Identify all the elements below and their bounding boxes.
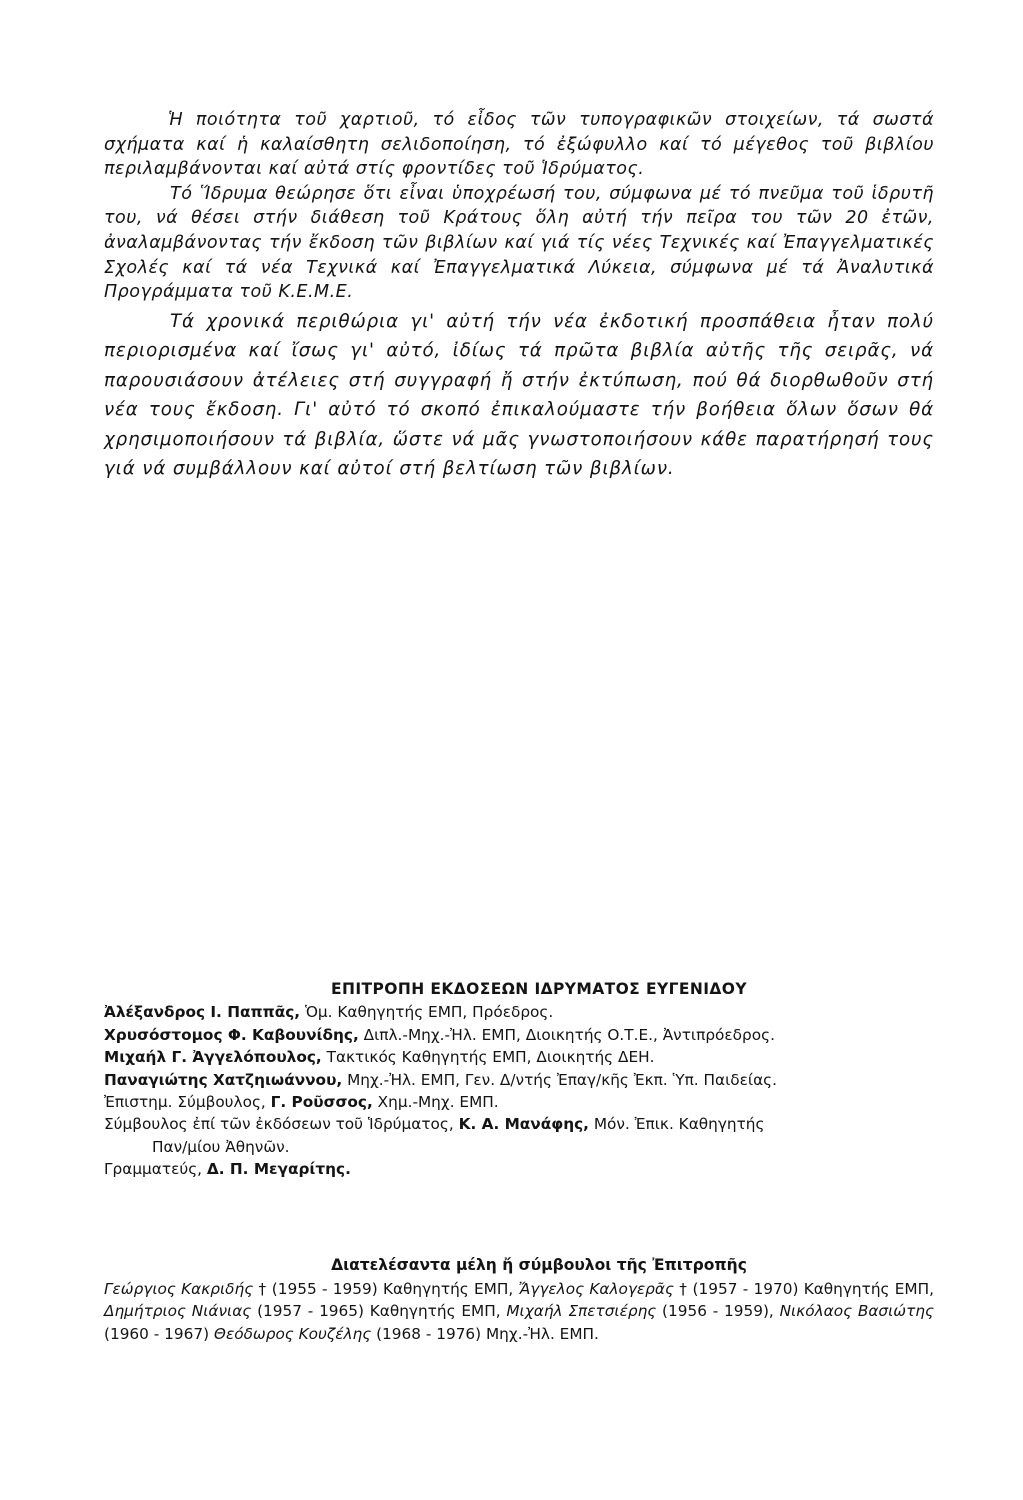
foreword-text <box>104 108 934 484</box>
committee-member <box>104 1001 934 1023</box>
editor-prefix: Σύμβουλος ἐπί τῶν ἐκδόσεων τοῦ Ἱδρύματος, <box>104 1115 459 1134</box>
member-role: Μηχ.-Ἠλ. ΕΜΠ, Γεν. Δ/ντής Ἐπαγ/κῆς Ἐκπ. Ὑπ. Παιδείας. <box>342 1070 777 1089</box>
former-member-name: Δημήτριος Νιάνιας <box>104 1302 252 1321</box>
member-name: Ἀλέξανδρος Ι. Παππᾶς, <box>104 1003 301 1022</box>
secretary-prefix: Γραμματεύς, <box>104 1160 207 1179</box>
publications-committee <box>104 978 934 1181</box>
former-member-name: Νικόλαος Βασιώτης <box>779 1302 934 1321</box>
former-member-details: † (1955 - 1959) Καθηγητής ΕΜΠ, <box>253 1279 519 1298</box>
former-member-name: Ἄγγελος Καλογερᾶς <box>518 1279 674 1298</box>
former-member-details: (1957 - 1965) Καθηγητής ΕΜΠ, <box>251 1302 507 1321</box>
foreword-paragraph-1: Ἡ ποιότητα τοῦ χαρτιοῦ, τό εἶδος τῶν τυπογραφικῶν στοιχείων, τά σωστά σχήματα καί ἡ καλαίσθητη σελιδοποίηση, τό ἐξώφυλλο καί τό μέγεθος τοῦ βιβλίου περιλαμβάνονται καί αὐτά στίς φροντίδες τοῦ Ἱδρύματος. <box>104 110 934 180</box>
committee-member <box>104 1046 934 1068</box>
member-role: Ὁμ. Καθηγητής ΕΜΠ, Πρόεδρος. <box>300 1003 554 1022</box>
former-members-list <box>104 1278 934 1346</box>
committee-title: ΕΠΙΤΡΟΠΗ ΕΚΔΟΣΕΩΝ ΙΔΡΥΜΑΤΟΣ ΕΥΓΕΝΙΔΟΥ <box>331 980 747 998</box>
former-member-details: † (1957 - 1970) Καθηγητής ΕΜΠ, <box>673 1279 934 1298</box>
scientific-advisor <box>104 1091 934 1113</box>
member-name: Μιχαήλ Γ. Ἀγγελόπουλος, <box>104 1048 322 1067</box>
member-name: Παναγιώτης Χατζηιωάννου, <box>104 1070 343 1089</box>
advisor-role: Χημ.-Μηχ. ΕΜΠ. <box>372 1093 499 1112</box>
former-member-name: Θεόδωρος Κουζέλης <box>213 1324 372 1343</box>
advisor-prefix: Ἐπιστημ. Σύμβουλος, <box>104 1093 271 1112</box>
former-member-details: (1956 - 1959), <box>656 1302 780 1321</box>
publications-advisor <box>104 1113 934 1135</box>
member-role: Τακτικός Καθηγητής ΕΜΠ, Διοικητής ΔΕΗ. <box>321 1048 655 1067</box>
member-role: Διπλ.-Μηχ.-Ἠλ. ΕΜΠ, Διοικητής Ο.Τ.Ε., Ἀντιπρόεδρος. <box>358 1025 775 1044</box>
editor-name: Κ. Α. Μανάφης, <box>458 1115 589 1134</box>
member-name: Χρυσόστομος Φ. Καβουνίδης, <box>104 1025 359 1044</box>
foreword-paragraph-3: Τά χρονικά περιθώρια γι' αὐτή τήν νέα ἐκδοτική προσπάθεια ἦταν πολύ περιορισμένα καί ἴσως γι' αὐτό, ἰδίως τά πρῶτα βιβλία αὐτῆς τῆς σειρᾶς, νά παρουσιάσουν ἀτέλειες στή συγγραφή ἤ στήν ἐκτύπωση, πού θά διορθωθοῦν στή νέα τους ἔκδοση. Γι' αὐτό τό σκοπό ἐπικαλούμαστε τήν βοήθεια ὅλων ὅσων θά χρησιμοποιήσουν τά βιβλία, ὥστε νά μᾶς γνωστοποιήσουν κάθε παρατήρησή τους γιά νά συμβάλλουν καί αὐτοί στή βελτίωση τῶν βιβλίων. <box>104 310 934 480</box>
former-member-details: (1968 - 1976) Μηχ.-Ἠλ. ΕΜΠ. <box>371 1324 599 1343</box>
foreword-paragraph-2: Τό Ἵδρυμα θεώρησε ὅτι εἶναι ὑποχρέωσή του, σύμφωνα μέ τό πνεῦμα τοῦ ἱδρυτῆ του, νά θέσει στήν διάθεση τοῦ Κράτους ὅλη αὐτή τήν πεῖρα του τῶν 20 ἐτῶν, ἀναλαμβάνοντας τήν ἔκδοση τῶν βιβλίων καί γιά τίς νέες Τεχνικές καί Ἐπαγγελματικές Σχολές καί τά νέα Τεχνικά καί Ἐπαγγελματικά Λύκεια, σύμφωνα μέ τά Ἀναλυτικά Προγράμματα τοῦ Κ.Ε.Μ.Ε. <box>104 183 934 303</box>
former-members <box>104 1254 934 1345</box>
former-member-name: Γεώργιος Κακριδής <box>104 1279 254 1298</box>
former-members-title: Διατελέσαντα μέλη ἤ σύμβουλοι τῆς Ἐπιτροπῆς <box>331 1256 747 1274</box>
former-member-details: (1960 - 1967) <box>104 1324 214 1343</box>
editor-role: Μόν. Ἐπικ. Καθηγητής <box>588 1115 765 1134</box>
editor-role-continued: Παν/μίου Ἀθηνῶν. <box>152 1137 290 1156</box>
former-member-name: Μιχαήλ Σπετσιέρης <box>506 1302 657 1321</box>
advisor-name: Γ. Ροῦσσος, <box>270 1093 373 1112</box>
secretary <box>104 1158 934 1180</box>
secretary-name: Δ. Π. Μεγαρίτης. <box>206 1160 351 1179</box>
committee-member <box>104 1069 934 1091</box>
committee-member <box>104 1024 934 1046</box>
